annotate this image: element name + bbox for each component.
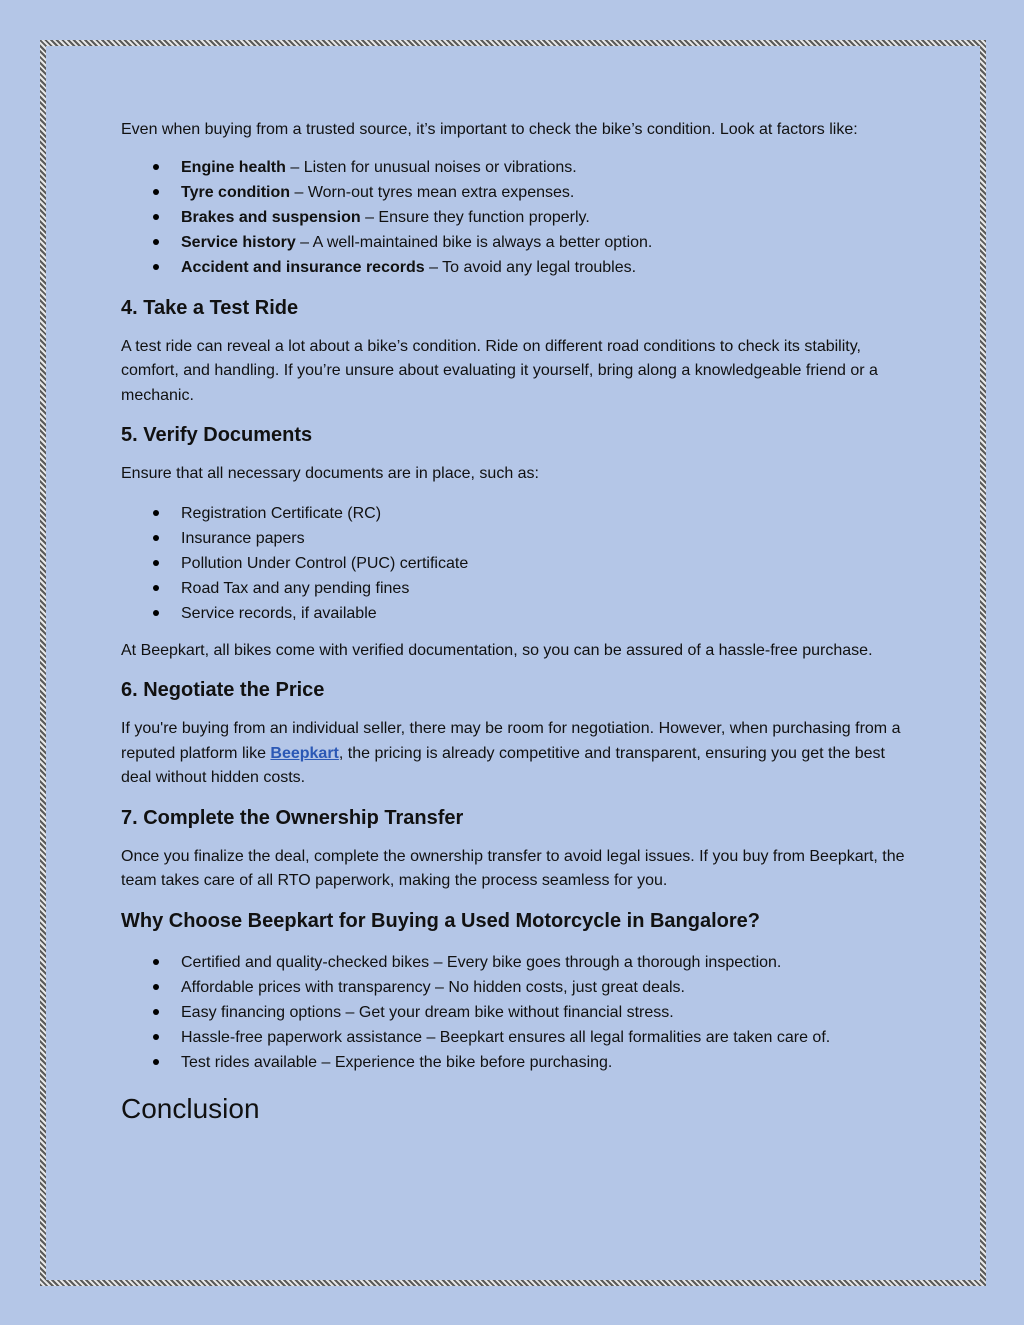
heading-verify-documents: 5. Verify Documents bbox=[121, 424, 313, 447]
documents-intro: Ensure that all necessary documents are in place, such as: bbox=[121, 465, 539, 483]
heading-negotiate: 6. Negotiate the Price bbox=[121, 679, 325, 702]
documents-list bbox=[121, 501, 911, 627]
heading-ownership: 7. Complete the Ownership Transfer bbox=[121, 806, 464, 829]
list-item-desc: – To avoid any legal troubles. bbox=[424, 259, 637, 277]
list-item bbox=[121, 155, 911, 180]
condition-factors-list bbox=[121, 155, 911, 281]
list-item: Pollution Under Control (PUC) certificate bbox=[121, 551, 911, 576]
list-item: Road Tax and any pending fines bbox=[121, 576, 911, 601]
negotiate-paragraph bbox=[121, 717, 911, 791]
list-item-desc: – Ensure they function properly. bbox=[360, 208, 590, 226]
list-item: Registration Certificate (RC) bbox=[121, 501, 911, 526]
list-item: Certified and quality-checked bikes – Every bike goes through a thorough inspection. bbox=[121, 950, 911, 975]
list-item-term: Brakes and suspension bbox=[181, 208, 361, 226]
list-item bbox=[121, 230, 911, 255]
list-item-term: Engine health bbox=[181, 158, 286, 176]
list-item-desc: – A well-maintained bike is always a better option. bbox=[295, 234, 653, 252]
ownership-paragraph: Once you finalize the deal, complete the ownership transfer to avoid legal issues. If you buy from Beepkart, the team takes care of all RTO paperwork, making the process seamless for you. bbox=[121, 847, 905, 890]
list-item-term: Service history bbox=[181, 234, 296, 252]
heading-test-ride: 4. Take a Test Ride bbox=[121, 296, 299, 319]
why-beepkart-list bbox=[121, 950, 911, 1076]
list-item-desc: – Listen for unusual noises or vibrations. bbox=[285, 158, 577, 176]
list-item: Insurance papers bbox=[121, 526, 911, 551]
beepkart-link[interactable]: Beepkart bbox=[270, 744, 339, 762]
heading-conclusion: Conclusion bbox=[121, 1092, 260, 1124]
negotiate-text-before: If you're buying from an individual seller, there may be room for negotiation. However, when purchasing from a reputed platform like bbox=[121, 720, 901, 762]
test-ride-paragraph: A test ride can reveal a lot about a bike’s condition. Ride on different road conditions to check its stability, comfort, and handling. If you’re unsure about evaluating it yourself, bring along a knowledgeable friend or a mechanic. bbox=[121, 337, 878, 404]
list-item bbox=[121, 205, 911, 230]
list-item-desc: – Worn-out tyres mean extra expenses. bbox=[290, 183, 575, 201]
list-item bbox=[121, 255, 911, 280]
intro-paragraph: Even when buying from a trusted source, it’s important to check the bike’s condition. Look at factors like: bbox=[121, 121, 858, 138]
list-item-term: Accident and insurance records bbox=[181, 259, 425, 277]
list-item: Hassle-free paperwork assistance – Beepkart ensures all legal formalities are taken care of. bbox=[121, 1025, 911, 1050]
list-item: Service records, if available bbox=[121, 601, 911, 626]
list-item: Affordable prices with transparency – No hidden costs, just great deals. bbox=[121, 975, 911, 1000]
documents-outro: At Beepkart, all bikes come with verified documentation, so you can be assured of a hassle-free purchase. bbox=[121, 641, 873, 659]
negotiate-text-after: , the pricing is already competitive and transparent, ensuring you get the best deal without hidden costs. bbox=[121, 744, 885, 787]
list-item-term: Tyre condition bbox=[181, 183, 291, 201]
document-content bbox=[121, 118, 911, 1126]
heading-why-beepkart: Why Choose Beepkart for Buying a Used Motorcycle in Bangalore? bbox=[121, 909, 761, 932]
list-item: Easy financing options – Get your dream bike without financial stress. bbox=[121, 1000, 911, 1025]
list-item: Test rides available – Experience the bike before purchasing. bbox=[121, 1050, 911, 1075]
list-item bbox=[121, 180, 911, 205]
